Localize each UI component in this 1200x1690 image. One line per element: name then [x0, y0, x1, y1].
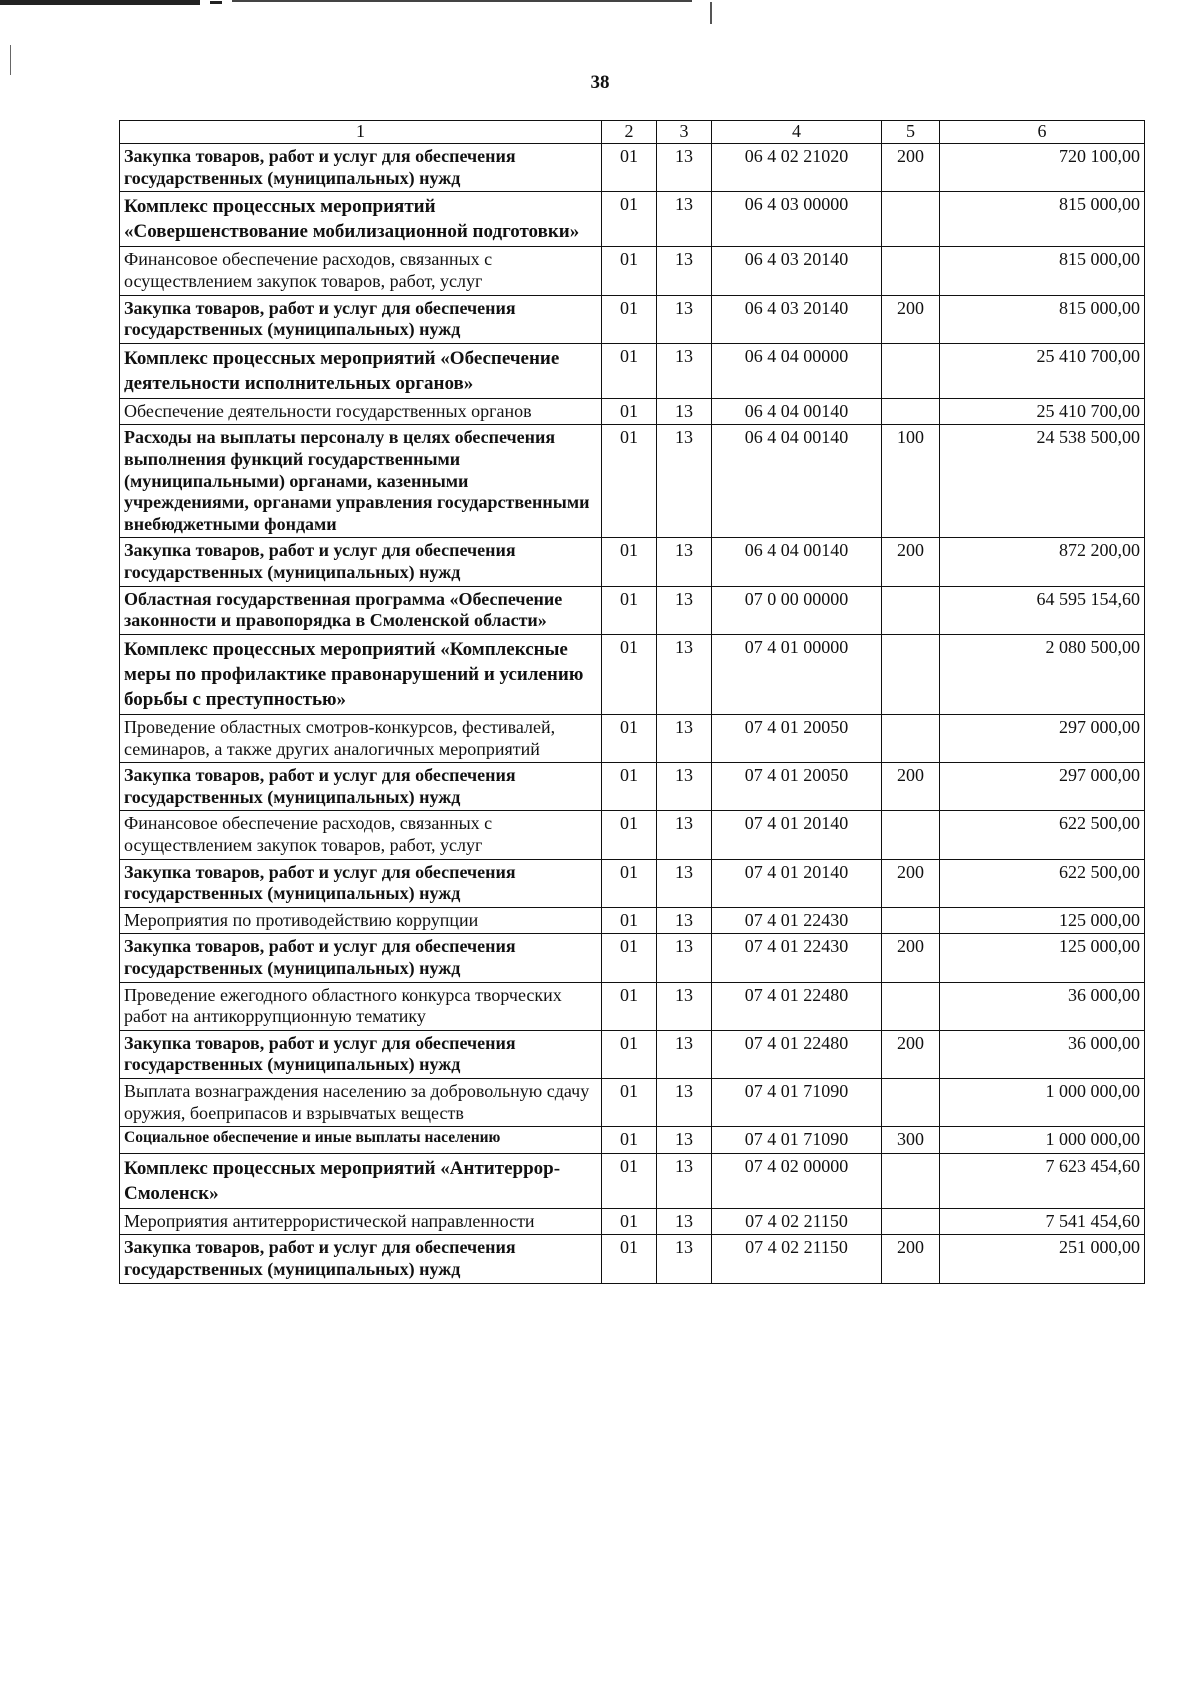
row-expense-type-cell: 200: [882, 859, 940, 907]
row-target-article-cell: 07 4 02 21150: [712, 1208, 882, 1235]
row-name-cell: Комплекс процессных мероприятий «Антитеррор-Смоленск»: [120, 1153, 602, 1208]
row-amount-cell: 297 000,00: [940, 715, 1145, 763]
row-expense-type-cell: [882, 634, 940, 714]
row-section-cell: 01: [602, 907, 657, 934]
row-name-cell: Мероприятия антитеррористической направленности: [120, 1208, 602, 1235]
row-amount-cell: 24 538 500,00: [940, 425, 1145, 538]
row-section-cell: 01: [602, 634, 657, 714]
row-expense-type-cell: [882, 715, 940, 763]
table-row: [120, 586, 1145, 634]
column-header-amount: 6: [940, 121, 1145, 144]
row-section-cell: 01: [602, 763, 657, 811]
row-expense-type-cell: [882, 343, 940, 398]
row-amount-cell: 622 500,00: [940, 811, 1145, 859]
column-header-name: 1: [120, 121, 602, 144]
row-name-cell: Мероприятия по противодействию коррупции: [120, 907, 602, 934]
row-name-cell: Закупка товаров, работ и услуг для обеспечения государственных (муниципальных) нужд: [120, 1030, 602, 1078]
row-expense-type-cell: [882, 586, 940, 634]
row-expense-type-cell: 200: [882, 538, 940, 586]
table-row: [120, 144, 1145, 192]
row-subsection-cell: 13: [657, 634, 712, 714]
row-expense-type-cell: 200: [882, 295, 940, 343]
row-amount-cell: 297 000,00: [940, 763, 1145, 811]
row-expense-type-cell: [882, 907, 940, 934]
row-amount-cell: 7 541 454,60: [940, 1208, 1145, 1235]
table-row: [120, 1153, 1145, 1208]
row-name-cell: Закупка товаров, работ и услуг для обеспечения государственных (муниципальных) нужд: [120, 763, 602, 811]
row-target-article-cell: 06 4 04 00140: [712, 538, 882, 586]
row-target-article-cell: 07 4 01 22430: [712, 907, 882, 934]
row-expense-type-cell: 200: [882, 1030, 940, 1078]
row-expense-type-cell: [882, 1208, 940, 1235]
table-row: [120, 1235, 1145, 1283]
row-amount-cell: 25 410 700,00: [940, 398, 1145, 425]
table-row: [120, 1127, 1145, 1154]
row-name-cell: Обеспечение деятельности государственных органов: [120, 398, 602, 425]
row-subsection-cell: 13: [657, 859, 712, 907]
row-amount-cell: 251 000,00: [940, 1235, 1145, 1283]
row-subsection-cell: 13: [657, 343, 712, 398]
row-subsection-cell: 13: [657, 907, 712, 934]
row-expense-type-cell: 200: [882, 1235, 940, 1283]
row-expense-type-cell: 100: [882, 425, 940, 538]
scan-artifact: [210, 1, 222, 4]
row-subsection-cell: 13: [657, 715, 712, 763]
row-subsection-cell: 13: [657, 1153, 712, 1208]
row-target-article-cell: 07 4 02 21150: [712, 1235, 882, 1283]
row-subsection-cell: 13: [657, 763, 712, 811]
row-section-cell: 01: [602, 715, 657, 763]
row-expense-type-cell: [882, 1078, 940, 1126]
row-subsection-cell: 13: [657, 425, 712, 538]
row-amount-cell: 36 000,00: [940, 1030, 1145, 1078]
scan-artifact: [10, 45, 11, 75]
row-amount-cell: 872 200,00: [940, 538, 1145, 586]
row-target-article-cell: 06 4 03 20140: [712, 295, 882, 343]
column-header-expense-type: 5: [882, 121, 940, 144]
row-name-cell: Комплекс процессных мероприятий «Комплексные меры по профилактике правонарушений и усилению борьбы с преступностью»: [120, 634, 602, 714]
row-target-article-cell: 07 0 00 00000: [712, 586, 882, 634]
table-row: [120, 247, 1145, 295]
row-amount-cell: 622 500,00: [940, 859, 1145, 907]
row-target-article-cell: 07 4 01 22480: [712, 982, 882, 1030]
table-row: [120, 1208, 1145, 1235]
scan-artifact: [232, 0, 692, 2]
row-expense-type-cell: [882, 811, 940, 859]
row-target-article-cell: 07 4 01 20050: [712, 715, 882, 763]
row-expense-type-cell: 200: [882, 763, 940, 811]
row-section-cell: 01: [602, 425, 657, 538]
row-section-cell: 01: [602, 586, 657, 634]
table-row: [120, 538, 1145, 586]
row-subsection-cell: 13: [657, 811, 712, 859]
row-amount-cell: 815 000,00: [940, 295, 1145, 343]
table-row: [120, 982, 1145, 1030]
row-name-cell: Закупка товаров, работ и услуг для обеспечения государственных (муниципальных) нужд: [120, 144, 602, 192]
row-name-cell: Закупка товаров, работ и услуг для обеспечения государственных (муниципальных) нужд: [120, 859, 602, 907]
table-row: [120, 343, 1145, 398]
row-name-cell: Закупка товаров, работ и услуг для обеспечения государственных (муниципальных) нужд: [120, 934, 602, 982]
row-name-cell: Расходы на выплаты персоналу в целях обеспечения выполнения функций государственными (муниципальными) органами, казенными учреждениями, органами управления государственными внебюджетными фондами: [120, 425, 602, 538]
row-subsection-cell: 13: [657, 1208, 712, 1235]
row-section-cell: 01: [602, 538, 657, 586]
row-expense-type-cell: [882, 1153, 940, 1208]
row-name-cell: Комплекс процессных мероприятий «Обеспечение деятельности исполнительных органов»: [120, 343, 602, 398]
column-header-target-article: 4: [712, 121, 882, 144]
column-header-section: 2: [602, 121, 657, 144]
table-row: [120, 811, 1145, 859]
row-name-cell: Финансовое обеспечение расходов, связанных с осуществлением закупок товаров, работ, услуг: [120, 811, 602, 859]
row-target-article-cell: 06 4 04 00000: [712, 343, 882, 398]
row-section-cell: 01: [602, 343, 657, 398]
table-header-row: [120, 121, 1145, 144]
table-row: [120, 192, 1145, 247]
row-target-article-cell: 07 4 01 00000: [712, 634, 882, 714]
row-section-cell: 01: [602, 1153, 657, 1208]
row-target-article-cell: 07 4 01 20140: [712, 859, 882, 907]
row-target-article-cell: 07 4 01 71090: [712, 1078, 882, 1126]
row-expense-type-cell: 200: [882, 144, 940, 192]
row-subsection-cell: 13: [657, 1078, 712, 1126]
row-amount-cell: 1 000 000,00: [940, 1078, 1145, 1126]
row-target-article-cell: 07 4 01 20050: [712, 763, 882, 811]
row-expense-type-cell: 200: [882, 934, 940, 982]
row-subsection-cell: 13: [657, 982, 712, 1030]
row-amount-cell: 815 000,00: [940, 247, 1145, 295]
row-expense-type-cell: [882, 192, 940, 247]
row-amount-cell: 2 080 500,00: [940, 634, 1145, 714]
row-section-cell: 01: [602, 859, 657, 907]
row-target-article-cell: 07 4 01 71090: [712, 1127, 882, 1154]
page-number: 38: [590, 72, 610, 93]
row-section-cell: 01: [602, 192, 657, 247]
row-amount-cell: 125 000,00: [940, 907, 1145, 934]
row-amount-cell: 720 100,00: [940, 144, 1145, 192]
row-section-cell: 01: [602, 1235, 657, 1283]
row-section-cell: 01: [602, 1208, 657, 1235]
row-section-cell: 01: [602, 295, 657, 343]
row-expense-type-cell: 300: [882, 1127, 940, 1154]
row-name-cell: Закупка товаров, работ и услуг для обеспечения государственных (муниципальных) нужд: [120, 295, 602, 343]
row-name-cell: Финансовое обеспечение расходов, связанных с осуществлением закупок товаров, работ, услуг: [120, 247, 602, 295]
row-target-article-cell: 07 4 02 00000: [712, 1153, 882, 1208]
row-expense-type-cell: [882, 398, 940, 425]
row-target-article-cell: 06 4 03 00000: [712, 192, 882, 247]
row-amount-cell: 36 000,00: [940, 982, 1145, 1030]
row-name-cell: Проведение областных смотров-конкурсов, фестивалей, семинаров, а также других аналогичных мероприятий: [120, 715, 602, 763]
row-subsection-cell: 13: [657, 247, 712, 295]
table-body: [120, 144, 1145, 1284]
row-name-cell: Закупка товаров, работ и услуг для обеспечения государственных (муниципальных) нужд: [120, 538, 602, 586]
row-expense-type-cell: [882, 247, 940, 295]
row-subsection-cell: 13: [657, 538, 712, 586]
table-row: [120, 295, 1145, 343]
row-subsection-cell: 13: [657, 934, 712, 982]
table-row: [120, 907, 1145, 934]
row-section-cell: 01: [602, 144, 657, 192]
row-name-cell: Социальное обеспечение и иные выплаты населению: [120, 1127, 602, 1154]
row-expense-type-cell: [882, 982, 940, 1030]
row-amount-cell: 64 595 154,60: [940, 586, 1145, 634]
table-row: [120, 715, 1145, 763]
scan-artifact: [710, 2, 712, 24]
row-section-cell: 01: [602, 247, 657, 295]
table-row: [120, 425, 1145, 538]
table-row: [120, 859, 1145, 907]
row-amount-cell: 7 623 454,60: [940, 1153, 1145, 1208]
row-section-cell: 01: [602, 1030, 657, 1078]
row-name-cell: Выплата вознаграждения населению за добровольную сдачу оружия, боеприпасов и взрывчатых веществ: [120, 1078, 602, 1126]
table-row: [120, 1078, 1145, 1126]
row-target-article-cell: 06 4 02 21020: [712, 144, 882, 192]
row-name-cell: Комплекс процессных мероприятий «Совершенствование мобилизационной подготовки»: [120, 192, 602, 247]
row-target-article-cell: 07 4 01 22480: [712, 1030, 882, 1078]
table-row: [120, 934, 1145, 982]
row-name-cell: Закупка товаров, работ и услуг для обеспечения государственных (муниципальных) нужд: [120, 1235, 602, 1283]
row-section-cell: 01: [602, 1078, 657, 1126]
table-row: [120, 398, 1145, 425]
row-amount-cell: 815 000,00: [940, 192, 1145, 247]
row-subsection-cell: 13: [657, 144, 712, 192]
row-target-article-cell: 06 4 03 20140: [712, 247, 882, 295]
row-subsection-cell: 13: [657, 295, 712, 343]
row-target-article-cell: 06 4 04 00140: [712, 425, 882, 538]
row-amount-cell: 125 000,00: [940, 934, 1145, 982]
row-target-article-cell: 07 4 01 20140: [712, 811, 882, 859]
row-name-cell: Областная государственная программа «Обеспечение законности и правопорядка в Смоленской области»: [120, 586, 602, 634]
row-subsection-cell: 13: [657, 1030, 712, 1078]
row-subsection-cell: 13: [657, 398, 712, 425]
row-target-article-cell: 07 4 01 22430: [712, 934, 882, 982]
row-section-cell: 01: [602, 398, 657, 425]
row-name-cell: Проведение ежегодного областного конкурса творческих работ на антикоррупционную тематику: [120, 982, 602, 1030]
row-subsection-cell: 13: [657, 1235, 712, 1283]
row-section-cell: 01: [602, 934, 657, 982]
row-section-cell: 01: [602, 811, 657, 859]
table-row: [120, 634, 1145, 714]
row-section-cell: 01: [602, 1127, 657, 1154]
row-subsection-cell: 13: [657, 586, 712, 634]
scan-artifact: [0, 0, 200, 5]
row-section-cell: 01: [602, 982, 657, 1030]
table-row: [120, 763, 1145, 811]
column-header-subsection: 3: [657, 121, 712, 144]
table-row: [120, 1030, 1145, 1078]
budget-table: [119, 120, 1145, 1284]
row-amount-cell: 1 000 000,00: [940, 1127, 1145, 1154]
row-target-article-cell: 06 4 04 00140: [712, 398, 882, 425]
row-amount-cell: 25 410 700,00: [940, 343, 1145, 398]
row-subsection-cell: 13: [657, 192, 712, 247]
row-subsection-cell: 13: [657, 1127, 712, 1154]
